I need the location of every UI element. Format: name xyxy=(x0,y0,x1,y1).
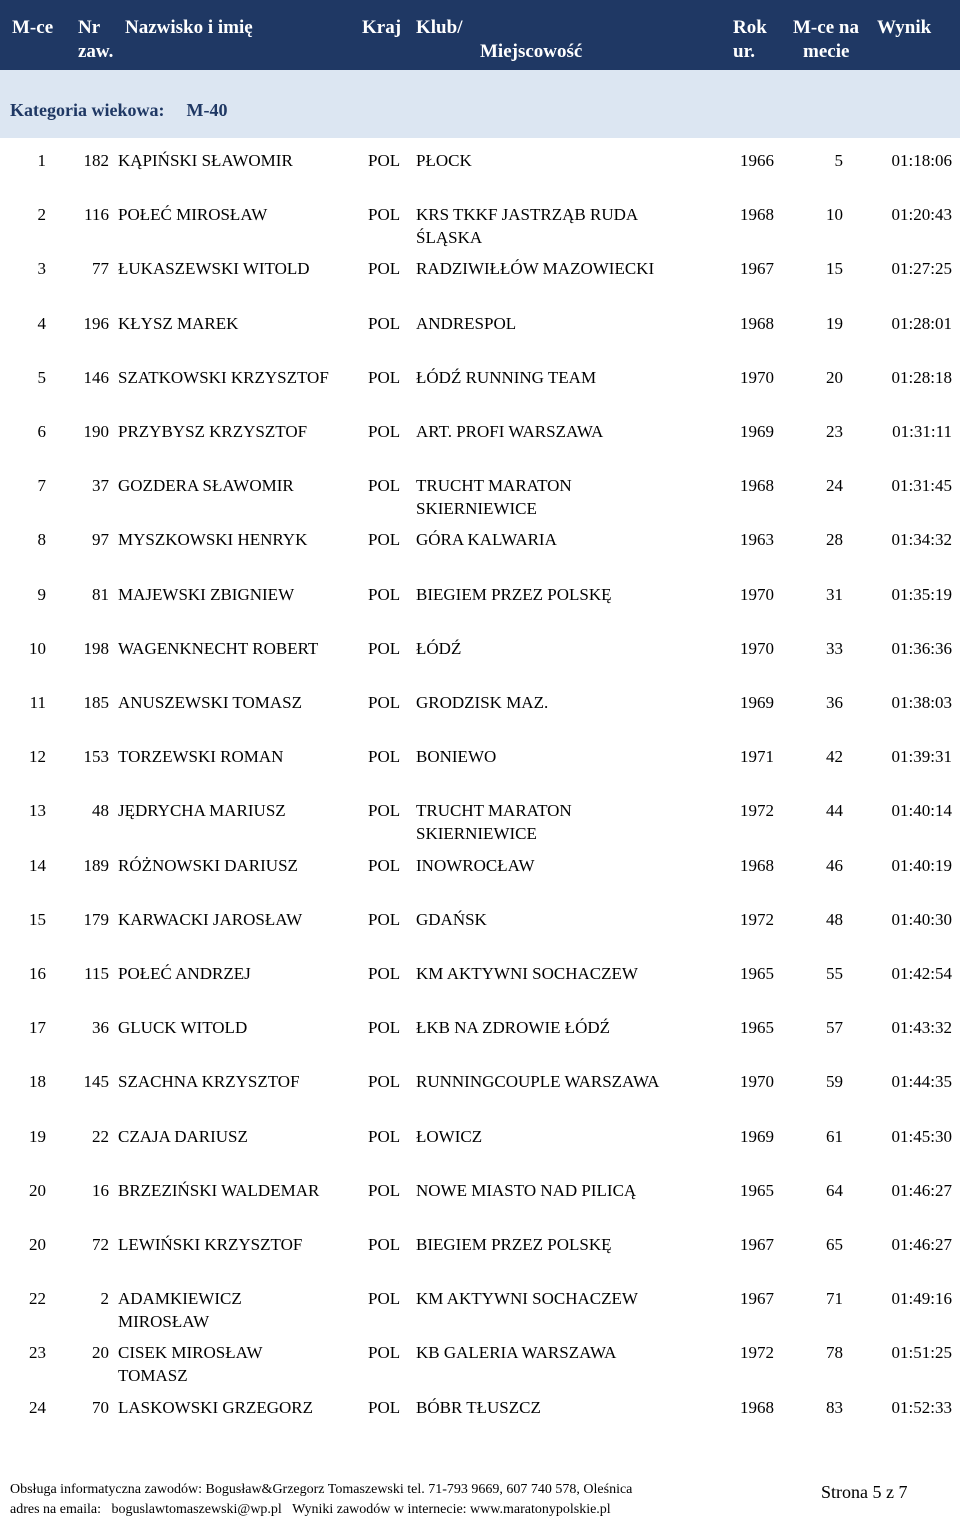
cell-place: 7 xyxy=(37,476,46,495)
cell-result: 01:45:30 xyxy=(891,1127,952,1146)
cell-finish-place: 20 xyxy=(826,368,843,387)
table-row xyxy=(0,637,960,685)
cell-name-line-1: GOZDERA SŁAWOMIR xyxy=(118,476,294,495)
cell-birth-year: 1968 xyxy=(740,1398,774,1417)
footer-line-1: Obsługa informatyczna zawodów: Bogusław&Grzegorz Tomaszewski tel. 71-793 9669, 607 740 578, Oleśnica xyxy=(10,1482,633,1497)
cell-result: 01:40:30 xyxy=(891,910,952,929)
cell-club-line-1: BÓBR TŁUSZCZ xyxy=(416,1398,541,1417)
cell-bib: 179 xyxy=(83,910,109,929)
cell-place: 5 xyxy=(37,368,46,387)
cell-name-line-1: ŁUKASZEWSKI WITOLD xyxy=(118,259,310,278)
cell-club-line-1: ŁKB NA ZDROWIE ŁÓDŹ xyxy=(416,1018,611,1037)
cell-bib: 146 xyxy=(83,368,109,387)
cell-result: 01:40:19 xyxy=(891,856,952,875)
cell-name xyxy=(118,257,358,280)
cell-birth-year: 1968 xyxy=(740,314,774,333)
cell-club-line-1: KM AKTYWNI SOCHACZEW xyxy=(416,1289,638,1308)
cell-name-line-1: CZAJA DARIUSZ xyxy=(118,1127,248,1146)
cell-country: POL xyxy=(368,422,401,441)
cell-club-line-1: BONIEWO xyxy=(416,747,497,766)
cell-place: 8 xyxy=(37,530,46,549)
cell-club-line-1: RUNNINGCOUPLE WARSZAWA xyxy=(416,1072,660,1091)
cell-name-line-1: CISEK MIROSŁAW xyxy=(118,1343,263,1362)
footer xyxy=(10,1480,632,1520)
table-row xyxy=(0,312,960,360)
category-heading xyxy=(10,100,227,121)
table-row xyxy=(0,691,960,739)
cell-place: 20 xyxy=(29,1235,46,1254)
header-finish-place: M-ce na mecie xyxy=(793,17,859,62)
cell-bib: 16 xyxy=(92,1181,109,1200)
cell-club-line-1: BIEGIEM PRZEZ POLSKĘ xyxy=(416,585,612,604)
header-birth-year: Rok ur. xyxy=(733,17,767,62)
cell-finish-place: 48 xyxy=(826,910,843,929)
cell-country: POL xyxy=(368,856,401,875)
table-row xyxy=(0,1016,960,1064)
cell-club xyxy=(416,474,716,520)
cell-club-line-1: BIEGIEM PRZEZ POLSKĘ xyxy=(416,1235,612,1254)
cell-club-line-1: GRODZISK MAZ. xyxy=(416,693,549,712)
table-row xyxy=(0,474,960,522)
cell-club xyxy=(416,908,716,931)
cell-bib: 190 xyxy=(83,422,109,441)
table-row xyxy=(0,1233,960,1281)
cell-country: POL xyxy=(368,801,401,820)
table-row xyxy=(0,583,960,631)
header-club: Klub/ Miejscowość xyxy=(416,17,583,62)
cell-name xyxy=(118,203,358,226)
cell-finish-place: 33 xyxy=(826,639,843,658)
cell-club xyxy=(416,1016,716,1039)
table-row xyxy=(0,149,960,197)
cell-finish-place: 65 xyxy=(826,1235,843,1254)
cell-bib: 2 xyxy=(100,1289,109,1308)
cell-place: 2 xyxy=(37,205,46,224)
cell-place: 15 xyxy=(29,910,46,929)
cell-club xyxy=(416,1070,716,1093)
cell-club-line-1: KRS TKKF JASTRZĄB RUDA xyxy=(416,205,639,224)
cell-result: 01:18:06 xyxy=(891,151,952,170)
cell-birth-year: 1965 xyxy=(740,1018,774,1037)
cell-bib: 37 xyxy=(92,476,109,495)
cell-name xyxy=(118,1287,358,1333)
cell-finish-place: 42 xyxy=(826,747,843,766)
cell-result: 01:20:43 xyxy=(891,205,952,224)
cell-name-line-1: SZACHNA KRZYSZTOF xyxy=(118,1072,300,1091)
cell-finish-place: 71 xyxy=(826,1289,843,1308)
cell-club xyxy=(416,312,716,335)
cell-name xyxy=(118,854,358,877)
cell-birth-year: 1966 xyxy=(740,151,774,170)
table-row xyxy=(0,1287,960,1335)
cell-place: 11 xyxy=(29,693,46,712)
cell-name xyxy=(118,691,358,714)
cell-place: 20 xyxy=(29,1181,46,1200)
cell-finish-place: 28 xyxy=(826,530,843,549)
cell-country: POL xyxy=(368,693,401,712)
cell-place: 18 xyxy=(29,1072,46,1091)
cell-name xyxy=(118,962,358,985)
cell-club-line-1: ŁÓDŹ xyxy=(416,639,462,658)
cell-name-line-1: LEWIŃSKI KRZYSZTOF xyxy=(118,1235,303,1254)
category-label: Kategoria wiekowa: xyxy=(10,100,165,120)
table-row xyxy=(0,799,960,847)
cell-club xyxy=(416,583,716,606)
cell-bib: 36 xyxy=(92,1018,109,1037)
cell-bib: 115 xyxy=(84,964,109,983)
cell-bib: 196 xyxy=(83,314,109,333)
cell-name xyxy=(118,1070,358,1093)
cell-name xyxy=(118,149,358,172)
cell-birth-year: 1970 xyxy=(740,639,774,658)
cell-name-line-1: ADAMKIEWICZ xyxy=(118,1289,242,1308)
header-name: Nazwisko i imię xyxy=(125,17,253,38)
cell-name-line-1: GLUCK WITOLD xyxy=(118,1018,248,1037)
cell-name xyxy=(118,474,358,497)
cell-birth-year: 1968 xyxy=(740,476,774,495)
cell-club-line-1: ŁÓDŹ RUNNING TEAM xyxy=(416,368,597,387)
table-row xyxy=(0,1341,960,1389)
cell-place: 10 xyxy=(29,639,46,658)
cell-bib: 22 xyxy=(92,1127,109,1146)
cell-club-line-1: NOWE MIASTO NAD PILICĄ xyxy=(416,1181,637,1200)
cell-place: 17 xyxy=(29,1018,46,1037)
cell-country: POL xyxy=(368,151,401,170)
cell-place: 3 xyxy=(37,259,46,278)
cell-result: 01:31:45 xyxy=(891,476,952,495)
cell-finish-place: 46 xyxy=(826,856,843,875)
cell-finish-place: 59 xyxy=(826,1072,843,1091)
cell-finish-place: 5 xyxy=(834,151,843,170)
cell-bib: 153 xyxy=(83,747,109,766)
cell-finish-place: 24 xyxy=(826,476,843,495)
cell-name xyxy=(118,366,358,389)
cell-name xyxy=(118,799,358,822)
cell-country: POL xyxy=(368,585,401,604)
cell-name xyxy=(118,1179,358,1202)
cell-name-line-1: KĄPIŃSKI SŁAWOMIR xyxy=(118,151,293,170)
cell-place: 22 xyxy=(29,1289,46,1308)
cell-finish-place: 10 xyxy=(826,205,843,224)
cell-country: POL xyxy=(368,1398,401,1417)
cell-result: 01:52:33 xyxy=(891,1398,952,1417)
cell-bib: 145 xyxy=(83,1072,109,1091)
cell-country: POL xyxy=(368,530,401,549)
table-row xyxy=(0,962,960,1010)
cell-name-line-1: SZATKOWSKI KRZYSZTOF xyxy=(118,368,329,387)
cell-club-line-2: SKIERNIEWICE xyxy=(416,499,537,518)
cell-name-line-2: TOMASZ xyxy=(118,1366,188,1385)
cell-finish-place: 55 xyxy=(826,964,843,983)
cell-result: 01:46:27 xyxy=(891,1181,952,1200)
cell-result: 01:49:16 xyxy=(891,1289,952,1308)
cell-result: 01:28:01 xyxy=(891,314,952,333)
cell-name xyxy=(118,1233,358,1256)
cell-birth-year: 1965 xyxy=(740,964,774,983)
cell-bib: 185 xyxy=(83,693,109,712)
header-bib: Nr zaw. xyxy=(78,17,114,62)
cell-birth-year: 1963 xyxy=(740,530,774,549)
cell-club-line-1: GDAŃSK xyxy=(416,910,487,929)
cell-club-line-1: ART. PROFI WARSZAWA xyxy=(416,422,604,441)
cell-name-line-2: MIROSŁAW xyxy=(118,1312,210,1331)
cell-birth-year: 1967 xyxy=(740,1235,774,1254)
cell-country: POL xyxy=(368,964,401,983)
cell-club-line-1: KB GALERIA WARSZAWA xyxy=(416,1343,617,1362)
table-row xyxy=(0,1396,960,1444)
cell-club-line-1: ANDRESPOL xyxy=(416,314,517,333)
cell-place: 4 xyxy=(37,314,46,333)
cell-finish-place: 15 xyxy=(826,259,843,278)
cell-result: 01:28:18 xyxy=(891,368,952,387)
cell-birth-year: 1965 xyxy=(740,1181,774,1200)
cell-birth-year: 1969 xyxy=(740,422,774,441)
cell-result: 01:43:32 xyxy=(891,1018,952,1037)
cell-place: 23 xyxy=(29,1343,46,1362)
cell-bib: 20 xyxy=(92,1343,109,1362)
cell-name-line-1: POŁEĆ ANDRZEJ xyxy=(118,964,251,983)
cell-club-line-1: PŁOCK xyxy=(416,151,472,170)
cell-name-line-1: KARWACKI JAROSŁAW xyxy=(118,910,303,929)
cell-name-line-1: POŁEĆ MIROSŁAW xyxy=(118,205,268,224)
cell-club xyxy=(416,420,716,443)
cell-result: 01:31:11 xyxy=(892,422,952,441)
cell-club-line-1: TRUCHT MARATON xyxy=(416,476,572,495)
cell-result: 01:35:19 xyxy=(891,585,952,604)
cell-club xyxy=(416,1125,716,1148)
cell-name xyxy=(118,1341,358,1387)
cell-club xyxy=(416,203,716,249)
cell-name xyxy=(118,312,358,335)
page-number: Strona 5 z 7 xyxy=(821,1482,908,1502)
cell-name-line-1: TORZEWSKI ROMAN xyxy=(118,747,284,766)
table-row xyxy=(0,908,960,956)
cell-finish-place: 19 xyxy=(826,314,843,333)
cell-club-line-1: ŁOWICZ xyxy=(416,1127,483,1146)
cell-name xyxy=(118,908,358,931)
cell-result: 01:39:31 xyxy=(891,747,952,766)
cell-country: POL xyxy=(368,314,401,333)
table-row xyxy=(0,745,960,793)
cell-name-line-1: LASKOWSKI GRZEGORZ xyxy=(118,1398,314,1417)
cell-place: 12 xyxy=(29,747,46,766)
cell-club xyxy=(416,1233,716,1256)
cell-finish-place: 44 xyxy=(826,801,843,820)
cell-country: POL xyxy=(368,1343,401,1362)
cell-result: 01:27:25 xyxy=(891,259,952,278)
cell-place: 24 xyxy=(29,1398,46,1417)
cell-result: 01:51:25 xyxy=(891,1343,952,1362)
table-row xyxy=(0,420,960,468)
cell-place: 14 xyxy=(29,856,46,875)
cell-club xyxy=(416,1287,716,1310)
cell-name xyxy=(118,637,358,660)
table-row xyxy=(0,257,960,305)
cell-club xyxy=(416,1396,716,1419)
cell-club xyxy=(416,691,716,714)
cell-country: POL xyxy=(368,910,401,929)
cell-name xyxy=(118,745,358,768)
cell-club xyxy=(416,257,716,280)
header-result: Wynik xyxy=(877,17,932,38)
cell-country: POL xyxy=(368,259,401,278)
cell-name xyxy=(118,1125,358,1148)
cell-birth-year: 1972 xyxy=(740,801,774,820)
cell-name xyxy=(118,528,358,551)
cell-finish-place: 78 xyxy=(826,1343,843,1362)
cell-bib: 70 xyxy=(92,1398,109,1417)
cell-birth-year: 1967 xyxy=(740,259,774,278)
cell-club xyxy=(416,854,716,877)
table-row xyxy=(0,1070,960,1118)
cell-birth-year: 1970 xyxy=(740,1072,774,1091)
cell-name-line-1: JĘDRYCHA MARIUSZ xyxy=(118,801,286,820)
cell-country: POL xyxy=(368,1235,401,1254)
cell-name xyxy=(118,420,358,443)
cell-finish-place: 83 xyxy=(826,1398,843,1417)
cell-birth-year: 1970 xyxy=(740,585,774,604)
cell-name-line-1: ANUSZEWSKI TOMASZ xyxy=(118,693,303,712)
cell-birth-year: 1969 xyxy=(740,1127,774,1146)
cell-name-line-1: BRZEZIŃSKI WALDEMAR xyxy=(118,1181,320,1200)
cell-finish-place: 23 xyxy=(826,422,843,441)
cell-club-line-2: SKIERNIEWICE xyxy=(416,824,537,843)
cell-result: 01:42:54 xyxy=(891,964,952,983)
cell-place: 13 xyxy=(29,801,46,820)
cell-place: 16 xyxy=(29,964,46,983)
cell-birth-year: 1968 xyxy=(740,205,774,224)
cell-country: POL xyxy=(368,1289,401,1308)
cell-club-line-1: INOWROCŁAW xyxy=(416,856,535,875)
cell-name-line-1: WAGENKNECHT ROBERT xyxy=(118,639,319,658)
cell-finish-place: 64 xyxy=(826,1181,843,1200)
cell-club-line-1: RADZIWIŁŁÓW MAZOWIECKI xyxy=(416,259,655,278)
cell-country: POL xyxy=(368,639,401,658)
cell-result: 01:36:36 xyxy=(891,639,952,658)
cell-club xyxy=(416,745,716,768)
cell-bib: 189 xyxy=(83,856,109,875)
cell-club-line-1: TRUCHT MARATON xyxy=(416,801,572,820)
cell-name-line-1: MYSZKOWSKI HENRYK xyxy=(118,530,308,549)
cell-club-line-1: KM AKTYWNI SOCHACZEW xyxy=(416,964,638,983)
cell-birth-year: 1972 xyxy=(740,1343,774,1362)
cell-name xyxy=(118,1396,358,1419)
cell-country: POL xyxy=(368,747,401,766)
cell-birth-year: 1970 xyxy=(740,368,774,387)
cell-club xyxy=(416,1341,716,1364)
cell-bib: 97 xyxy=(92,530,109,549)
cell-place: 6 xyxy=(37,422,46,441)
cell-country: POL xyxy=(368,368,401,387)
cell-country: POL xyxy=(368,1127,401,1146)
cell-club xyxy=(416,1179,716,1202)
cell-country: POL xyxy=(368,205,401,224)
cell-name xyxy=(118,583,358,606)
cell-bib: 116 xyxy=(84,205,109,224)
table-row xyxy=(0,1179,960,1227)
table-header xyxy=(0,0,960,70)
cell-bib: 198 xyxy=(83,639,109,658)
cell-country: POL xyxy=(368,1181,401,1200)
category-value: M-40 xyxy=(186,100,228,120)
cell-name-line-1: MAJEWSKI ZBIGNIEW xyxy=(118,585,295,604)
cell-country: POL xyxy=(368,1072,401,1091)
cell-result: 01:38:03 xyxy=(891,693,952,712)
cell-place: 9 xyxy=(37,585,46,604)
cell-club xyxy=(416,528,716,551)
cell-bib: 77 xyxy=(92,259,109,278)
table-row xyxy=(0,1125,960,1173)
cell-result: 01:40:14 xyxy=(891,801,952,820)
table-row xyxy=(0,203,960,251)
header-place: M-ce xyxy=(12,17,54,38)
cell-club xyxy=(416,799,716,845)
cell-name-line-1: KŁYSZ MAREK xyxy=(118,314,239,333)
cell-finish-place: 57 xyxy=(826,1018,843,1037)
cell-birth-year: 1969 xyxy=(740,693,774,712)
cell-name xyxy=(118,1016,358,1039)
cell-finish-place: 36 xyxy=(826,693,843,712)
cell-club xyxy=(416,366,716,389)
cell-club xyxy=(416,637,716,660)
cell-country: POL xyxy=(368,476,401,495)
cell-result: 01:34:32 xyxy=(891,530,952,549)
cell-bib: 48 xyxy=(92,801,109,820)
cell-bib: 182 xyxy=(83,151,109,170)
table-row xyxy=(0,528,960,576)
cell-birth-year: 1972 xyxy=(740,910,774,929)
cell-place: 19 xyxy=(29,1127,46,1146)
cell-club xyxy=(416,962,716,985)
cell-name-line-1: PRZYBYSZ KRZYSZTOF xyxy=(118,422,308,441)
cell-bib: 81 xyxy=(92,585,109,604)
table-row xyxy=(0,854,960,902)
header-country: Kraj xyxy=(362,17,402,38)
cell-result: 01:44:35 xyxy=(891,1072,952,1091)
cell-birth-year: 1967 xyxy=(740,1289,774,1308)
cell-club-line-2: ŚLĄSKA xyxy=(416,228,483,247)
cell-birth-year: 1971 xyxy=(740,747,774,766)
cell-bib: 72 xyxy=(92,1235,109,1254)
cell-result: 01:46:27 xyxy=(891,1235,952,1254)
cell-finish-place: 61 xyxy=(826,1127,843,1146)
cell-country: POL xyxy=(368,1018,401,1037)
cell-birth-year: 1968 xyxy=(740,856,774,875)
cell-name-line-1: RÓŻNOWSKI DARIUSZ xyxy=(118,856,298,875)
table-row xyxy=(0,366,960,414)
cell-club xyxy=(416,149,716,172)
footer-line-2: adres na emaila: boguslawtomaszewski@wp.pl Wyniki zawodów w internecie: www.maratonypolskie.pl xyxy=(10,1502,611,1517)
cell-finish-place: 31 xyxy=(826,585,843,604)
cell-club-line-1: GÓRA KALWARIA xyxy=(416,530,557,549)
cell-place: 1 xyxy=(37,151,46,170)
